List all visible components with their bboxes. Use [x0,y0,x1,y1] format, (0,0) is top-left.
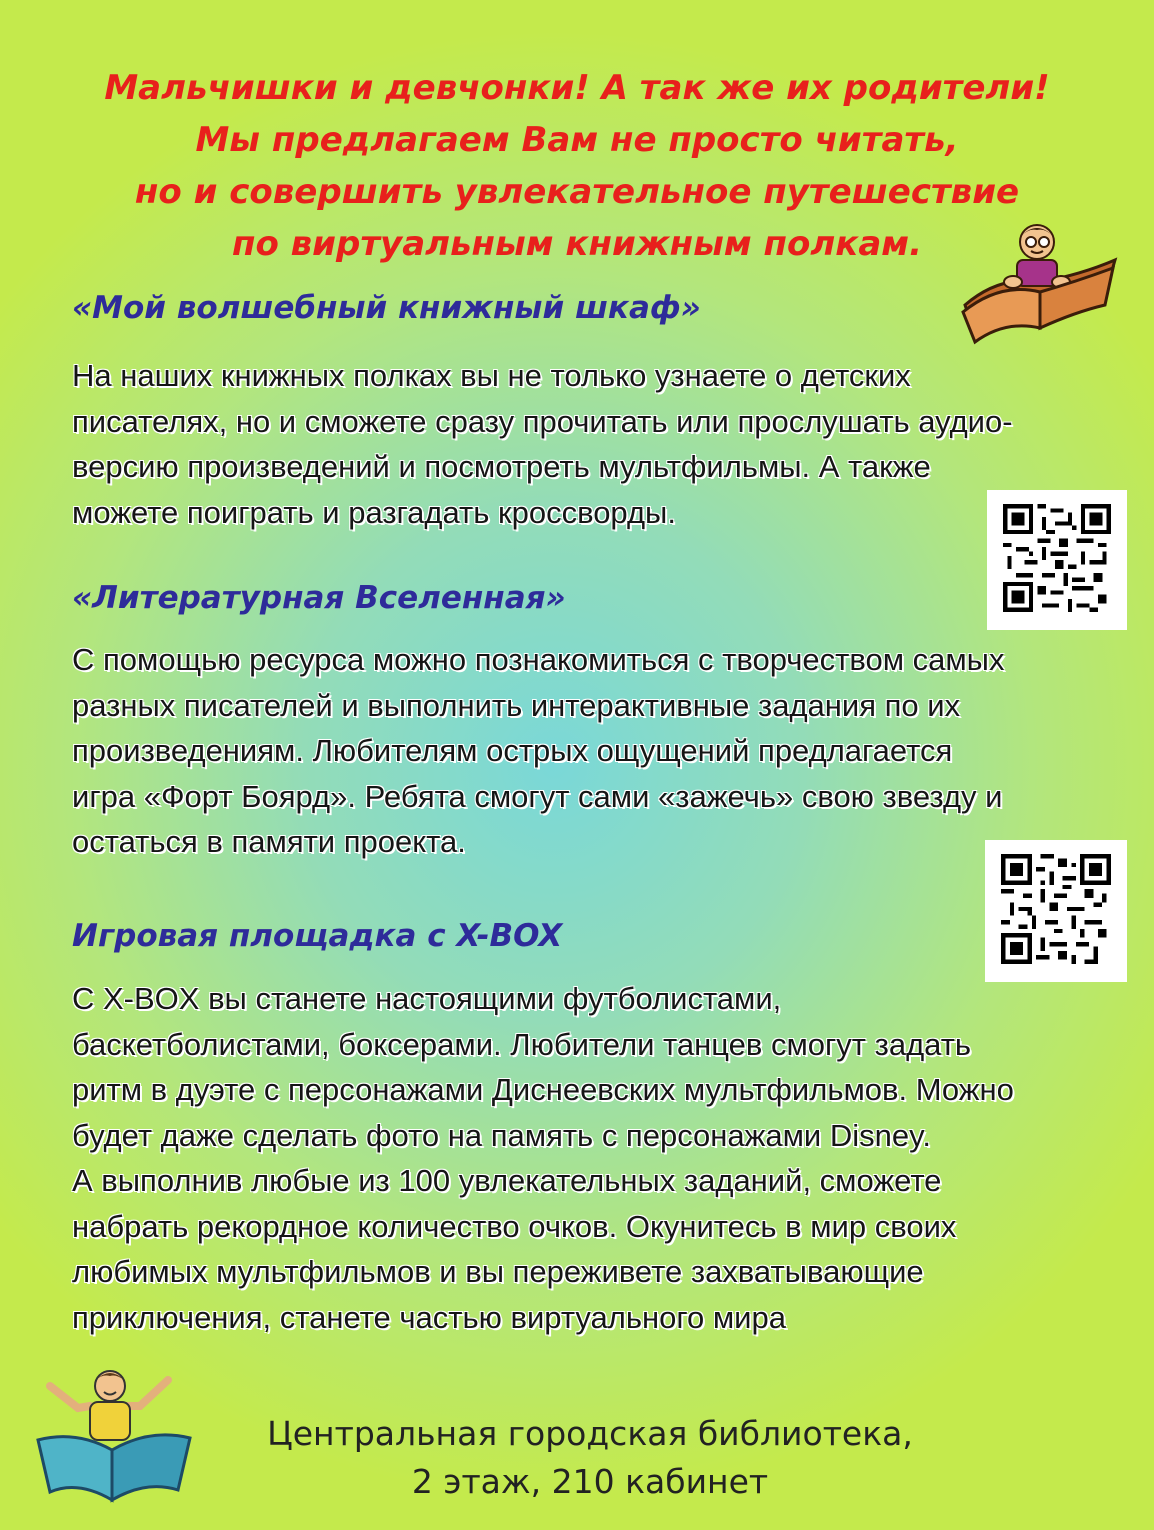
paragraph-line: С помощью ресурса можно познакомиться с творчеством самых [72,642,1005,677]
paragraph-line: баскетболистами, боксерами. Любители танцев смогут задать [72,1026,972,1062]
intro-line: Мы предлагаем Вам не просто читать, [195,120,959,160]
qr-code-icon [985,840,1127,982]
paragraph-line: С X-BOX вы станете настоящими футболистами, [72,981,782,1016]
paragraph-line: разных писателей и выполнить интерактивные задания по их [72,687,961,723]
section-title-xbox-playground: Игровая площадка с X-BOX [72,918,563,954]
section-text-magic-bookcase [72,353,1132,535]
paragraph-line: приключения, станете частью виртуального мира [72,1299,786,1335]
paragraph-line: версию произведений и посмотреть мультфильмы. А также [72,449,931,484]
qr-code-icon [987,490,1127,630]
paragraph-line: игра «Форт Боярд». Ребята смогут сами «зажечь» свою звезду и [72,778,1003,814]
paragraph-line: А выполнив любые из 100 увлекательных заданий, сможете [72,1163,942,1198]
paragraph-line: набрать рекордное количество очков. Окунитесь в мир своих [72,1208,957,1244]
section-text-xbox-playground [72,976,1132,1340]
intro-line: но и совершить увлекательное путешествие [134,172,1020,212]
boy-on-book-illustration [28,1368,198,1508]
footer-line: 2 этаж, 210 кабинет [411,1462,769,1501]
footer-line: Центральная городская библиотека, [267,1414,913,1453]
paragraph-line: остаться в памяти проекта. [72,824,466,859]
section-title-magic-bookcase: «Мой волшебный книжный шкаф» [72,290,701,326]
paragraph-line: можете поиграть и разгадать кроссворды. [72,494,676,530]
intro-line: по виртуальным книжным полкам. [231,224,922,264]
library-address [190,1410,990,1506]
section-text-literary-universe [72,637,1132,865]
paragraph-line: На наших книжных полках вы не только узнаете о детских [72,358,911,393]
paragraph-line: ритм в дуэте с персонажами Диснеевских мультфильмов. Можно [72,1072,1014,1107]
paragraph-line: произведениям. Любителям острых ощущений предлагается [72,733,953,768]
boy-reading-book-illustration [955,220,1125,345]
paragraph-line: любимых мультфильмов и вы переживете захватывающие [72,1254,924,1289]
section-title-literary-universe: «Литературная Вселенная» [72,580,566,616]
intro-text [60,62,1094,270]
intro-line: Мальчишки и девчонки! А так же их родители! [104,68,1050,108]
paragraph-line: писателях, но и сможете сразу прочитать или прослушать аудио- [72,403,1013,439]
paragraph-line: будет даже сделать фото на память с персонажами Disney. [72,1117,931,1153]
